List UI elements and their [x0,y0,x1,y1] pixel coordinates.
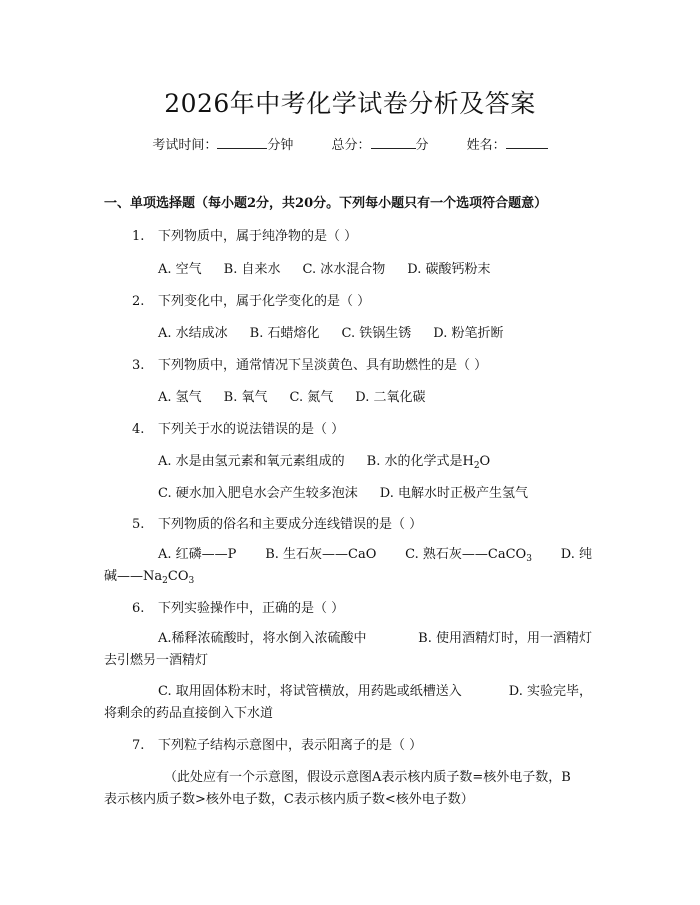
options-6-line1 [158,627,592,646]
option-b: B. 生石灰——CaO [265,547,377,562]
question-number: 3. [132,358,145,373]
option-a: A. 水结成冰 [158,326,228,341]
option-b: B. 石蜡熔化 [249,326,320,341]
score-field [331,138,428,153]
time-blank [217,136,267,149]
options-6-line2 [104,649,208,668]
name-label: 姓名： [466,138,506,153]
question-text: 下列物质中，属于纯净物的是（ ） [158,229,358,244]
options-6-line3 [158,680,592,699]
question-7 [132,734,422,753]
options-1 [158,258,512,277]
question-number: 4. [132,422,145,437]
option-c: C. 铁锅生锈 [341,326,412,341]
option-b-continued: 去引燃另一酒精灯 [104,653,209,668]
time-label: 考试时间： [152,138,218,153]
score-unit: 分 [415,138,429,153]
option-c: C. 硬水加入肥皂水会产生较多泡沫 [158,486,358,501]
option-c: C. 冰水混合物 [302,262,386,277]
option-a: A. 红磷——P [158,547,237,562]
option-d: D. 纯 [560,547,592,562]
option-b: B. 氧气 [223,390,268,405]
name-field [467,138,548,153]
option-d-continued: 碱$——Na_2CO_3$ [104,569,195,586]
question-1 [132,225,357,244]
question-7-note-line2 [104,788,474,807]
options-4-line2 [158,482,550,501]
option-d: D. 粉笔折断 [433,326,504,341]
question-number: 1. [132,229,145,244]
option-b: B. 使用酒精灯时，用一酒精灯 [418,631,592,646]
option-d: D. 碳酸钙粉末 [407,262,491,277]
option-c: C. 氮气 [289,390,334,405]
options-5-line1 [158,543,592,562]
option-d: D. 实验完毕， [508,684,592,699]
question-number: 5. [132,517,145,532]
options-2 [158,322,525,341]
question-5 [132,513,422,532]
question-text: 下列粒子结构示意图中，表示阳离子的是（ ） [158,738,423,753]
name-blank [506,136,548,149]
options-6-line4 [104,702,273,721]
question-number: 6. [132,601,145,616]
option-a: A. 氢气 [158,390,202,405]
option-c: C. 取用固体粉末时，将试管横放，用药匙或纸槽送入 [158,684,462,699]
question-6 [132,597,344,616]
options-5-line2 [104,565,194,584]
page-title: 2026年中考化学试卷分析及答案 [164,89,536,118]
score-blank [371,136,416,149]
option-c: C. 熟石灰——CaCO$_3$ [405,547,532,564]
option-b: B. 自来水 [223,262,281,277]
question-2 [132,290,370,309]
options-3 [158,386,447,405]
question-text: 下列变化中，属于化学变化的是（ ） [158,294,371,309]
question-text: 下列物质的俗名和主要成分连线错误的是（ ） [158,517,423,532]
time-unit: 分钟 [267,138,294,153]
score-label: 总分： [331,138,371,153]
time-field [152,138,293,153]
section-heading: 一、单项选择题（每小题2分，共20分。下列每小题只有一个选项符合题意） [104,196,548,211]
question-number: 7. [132,738,145,753]
option-d: D. 电解水时正极产生氢气 [379,486,528,501]
option-a: A. 空气 [158,262,202,277]
question-text: 下列实验操作中，正确的是（ ） [158,601,345,616]
option-a: A. 水是由氢元素和氧元素组成的 [158,454,345,469]
options-4-line1 [158,450,490,469]
exam-meta [0,134,700,153]
question-text: 下列物质中，通常情况下呈淡黄色、具有助燃性的是（ ） [158,358,488,373]
option-a: A.稀释浓硫酸时，将水倒入浓硫酸中 [158,631,367,646]
option-d: D. 二氧化碳 [355,390,426,405]
diagram-note: （此处应有一个示意图，假设示意图A表示核内质子数=核外电子数，B [164,770,571,785]
question-7-note-line1 [164,766,571,785]
question-number: 2. [132,294,145,309]
question-3 [132,354,487,373]
question-text: 下列关于水的说法错误的是（ ） [158,422,345,437]
option-b: B. 水的化学式是$H_2O$ [366,454,491,471]
diagram-note-continued: 表示核内质子数>核外电子数，C表示核内质子数<核外电子数） [104,792,474,807]
question-4 [132,418,344,437]
option-d-continued: 将剩余的药品直接倒入下水道 [104,706,274,721]
